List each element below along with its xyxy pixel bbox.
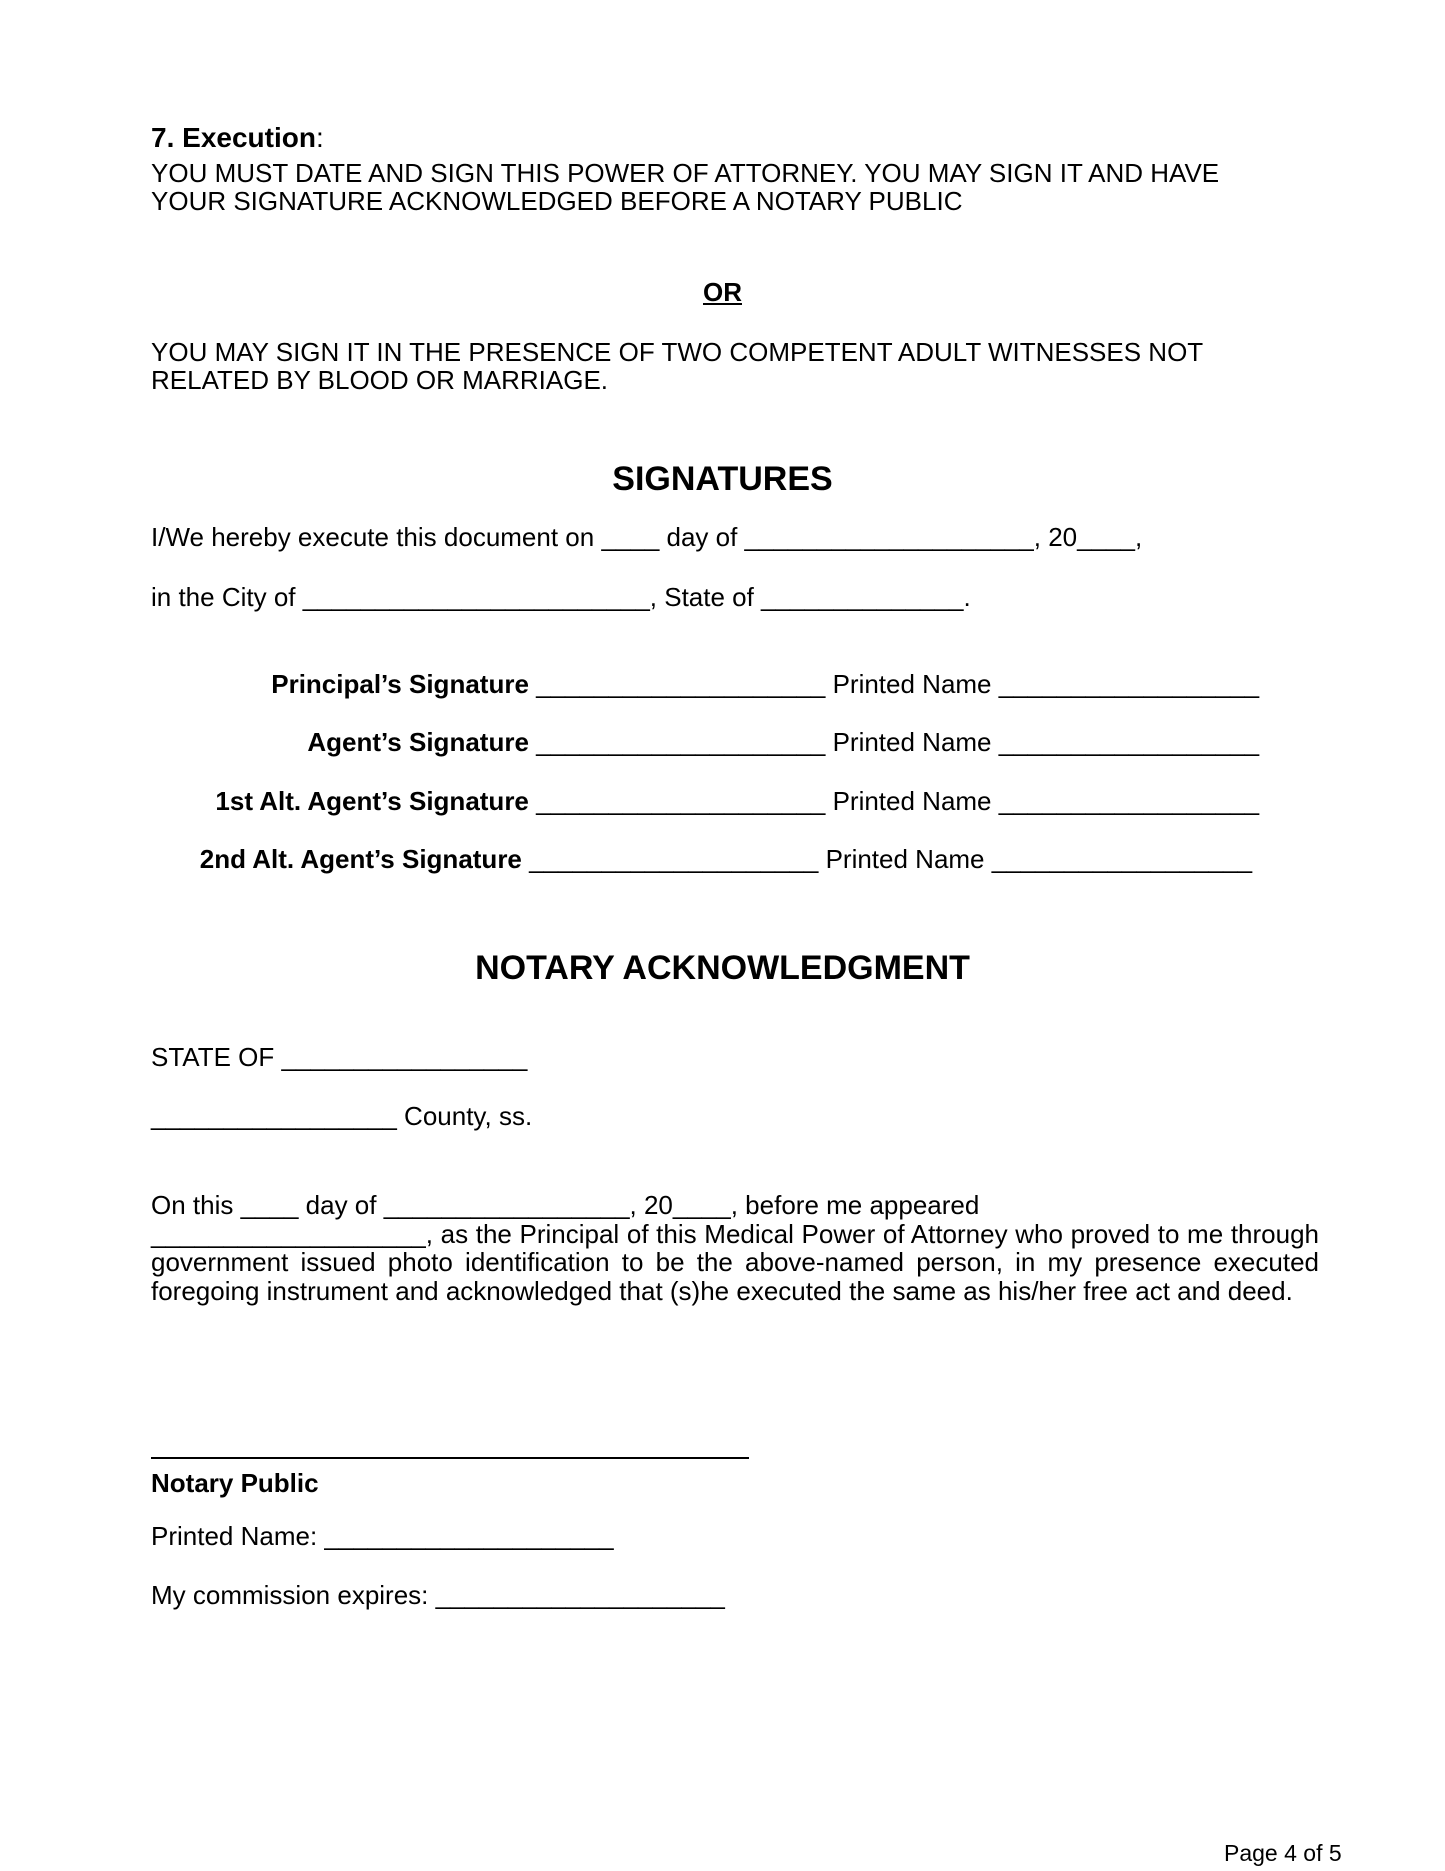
section-number: 7. xyxy=(151,122,175,153)
notary-paragraph-first-line: On this ____ day of _________________, 20____, before me appeared xyxy=(151,1190,980,1220)
notary-signature-line[interactable] xyxy=(151,1457,749,1459)
printed-name-label: Printed Name xyxy=(832,669,999,699)
printed-name-label: Printed Name xyxy=(832,727,999,757)
second-alt-agent-printed-name-field[interactable]: __________________ xyxy=(991,844,1253,874)
witness-instruction-line-1: YOU MAY SIGN IT IN THE PRESENCE OF TWO COMPETENT ADULT WITNESSES NOT xyxy=(151,337,1204,367)
or-divider: OR xyxy=(703,277,742,307)
first-alt-agent-signature-field[interactable]: ____________________ xyxy=(528,786,833,816)
section-title: Execution xyxy=(182,122,316,153)
principal-printed-name-field[interactable]: __________________ xyxy=(998,669,1260,699)
notary-state-line: STATE OF _________________ xyxy=(151,1042,528,1072)
agent-signature-label: Agent’s Signature xyxy=(307,727,529,757)
notary-printed-name-line: Printed Name: ____________________ xyxy=(151,1521,614,1551)
notary-public-label: Notary Public xyxy=(151,1468,319,1498)
execution-instruction-line-1: YOU MUST DATE AND SIGN THIS POWER OF ATTORNEY. YOU MAY SIGN IT AND HAVE xyxy=(151,158,1220,188)
first-alt-agent-printed-name-field[interactable]: __________________ xyxy=(998,786,1260,816)
signature-row-2nd-alt-agent xyxy=(0,820,1252,898)
witness-instruction-line-2: RELATED BY BLOOD OR MARRIAGE. xyxy=(151,365,609,395)
second-alt-agent-signature-label: 2nd Alt. Agent’s Signature xyxy=(199,844,522,874)
agent-printed-name-field[interactable]: __________________ xyxy=(998,727,1260,757)
signatures-heading: SIGNATURES xyxy=(612,460,833,498)
section-colon: : xyxy=(315,122,324,153)
printed-name-label: Printed Name xyxy=(832,786,999,816)
execution-instruction-line-2: YOUR SIGNATURE ACKNOWLEDGED BEFORE A NOTARY PUBLIC xyxy=(151,186,963,216)
page-number: Page 4 of 5 xyxy=(1224,1840,1342,1866)
notary-county-line: _________________ County, ss. xyxy=(151,1101,533,1131)
notary-acknowledgment-paragraph xyxy=(151,1191,1319,1305)
agent-signature-field[interactable]: ____________________ xyxy=(528,727,833,757)
city-state-line: in the City of ________________________, State of ______________. xyxy=(151,582,971,612)
first-alt-agent-signature-label: 1st Alt. Agent’s Signature xyxy=(215,786,529,816)
section-7-heading xyxy=(151,124,324,152)
principal-signature-field[interactable]: ____________________ xyxy=(528,669,833,699)
second-alt-agent-signature-field[interactable]: ____________________ xyxy=(521,844,826,874)
execute-date-line: I/We hereby execute this document on ____ day of ____________________, 20____, xyxy=(151,522,1143,552)
notary-heading: NOTARY ACKNOWLEDGMENT xyxy=(475,949,970,987)
notary-commission-line: My commission expires: ____________________ xyxy=(151,1580,725,1610)
principal-signature-label: Principal’s Signature xyxy=(271,669,529,699)
printed-name-label: Printed Name xyxy=(825,844,992,874)
notary-paragraph-body: ___________________, as the Principal of this Medical Power of Attorney who proved to me through government issued photo identification to be the above-named person, in my presence executed foregoing instrument and acknowledged that (s)he executed the same as his/her free act and deed. xyxy=(151,1218,1319,1306)
